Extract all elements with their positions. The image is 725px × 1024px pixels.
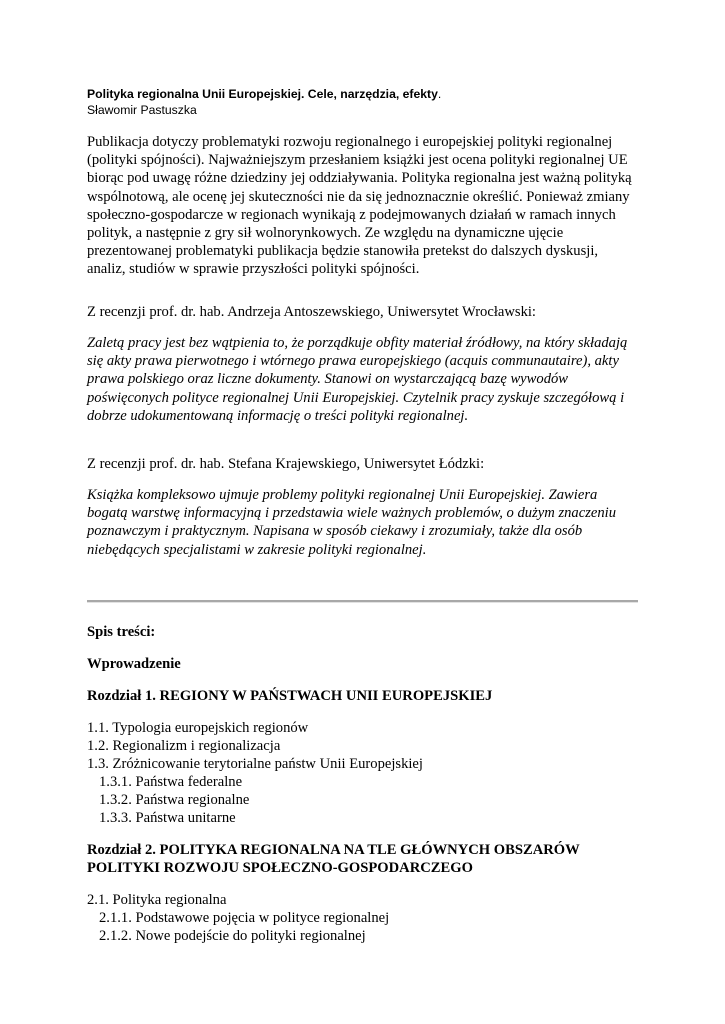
description-line: wspólnotową, ale ocenę jej skuteczności nie da się jednoznacznie określić. Ponieważ zmiany	[87, 188, 630, 205]
review-2-line: poznawczym i praktycznym. Napisana w sposób ciekawy i zrozumiały, także dla osób	[87, 523, 583, 540]
review-1-line: poświęconych polityce regionalnej Unii Europejskiej. Czytelnik pracy zyskuje szczegółową i	[87, 389, 625, 406]
description-line: prezentowanej problematyki publikacja będzie stanowiła pretekst do dalszych dyskusji,	[87, 243, 599, 260]
toc-subitem: 1.3.1. Państwa federalne	[99, 774, 243, 790]
review-1-line: się akty prawa pierwotnego i wtórnego prawa europejskiego (acquis communautaire), akty	[87, 353, 619, 370]
toc-chapter-1-title: Rozdział 1. REGIONY W PAŃSTWACH UNII EUROPEJSKIEJ	[87, 688, 493, 704]
toc-item: 1.1. Typologia europejskich regionów	[87, 720, 309, 736]
description-line: Publikacja dotyczy problematyki rozwoju regionalnego i europejskiej polityki regionalnej	[87, 134, 613, 150]
review-2-heading	[87, 455, 647, 473]
book-title	[87, 86, 441, 102]
description-line: (polityki spójności). Najważniejszym przesłaniem książki jest ocena polityki regionalnej UE	[87, 152, 628, 169]
toc-subitem: 1.3.3. Państwa unitarne	[99, 810, 236, 826]
review-2-line: bogatą warstwę informacyjną i przedstawia wiele ważnych problemów, o dużym znaczeniu	[87, 505, 616, 522]
review-2-quote	[87, 486, 647, 559]
description-line: analiz, studiów w sprawie przyszłości polityki spójności.	[87, 261, 420, 278]
toc-subitem: 1.3.2. Państwa regionalne	[99, 792, 250, 808]
toc-subitem: 2.1.2. Nowe podejście do polityki regionalnej	[99, 928, 366, 944]
description-line: biorąc pod uwagę różne dziedziny jej oddziaływania. Polityka regionalna jest ważną polityką	[87, 170, 632, 187]
book-title-text: Polityka regionalna Unii Europejskiej. Cele, narzędzia, efekty	[87, 87, 438, 101]
review-1-quote	[87, 334, 647, 425]
description-line: społeczno-gospodarcze w regionach wynikają z podejmowanych działań w ramach innych	[87, 206, 616, 223]
review-2-line: Książka kompleksowo ujmuje problemy polityki regionalnej Unii Europejskiej. Zawiera	[87, 487, 598, 503]
review-1-line: prawa polskiego oraz liczne dokumenty. Stanowi on wystarczającą bazę wywodów	[87, 371, 569, 388]
toc-introduction: Wprowadzenie	[87, 656, 181, 672]
toc-item: 2.1. Polityka regionalna	[87, 892, 227, 908]
section-divider	[87, 600, 638, 603]
toc-chapter-2-title-line-1: Rozdział 2. POLITYKA REGIONALNA NA TLE GŁÓWNYCH OBSZARÓW	[87, 842, 580, 858]
book-author: Sławomir Pastuszka	[87, 103, 197, 117]
book-title-dot: .	[437, 87, 442, 101]
toc-chapter-2-title-line-2: POLITYKI ROZWOJU SPOŁECZNO-GOSPODARCZEGO	[87, 860, 473, 876]
review-2-line: niebędących specjalistami w zakresie polityki regionalnej.	[87, 541, 427, 558]
toc-item: 1.3. Zróżnicowanie terytorialne państw Unii Europejskiej	[87, 756, 423, 772]
toc-title: Spis treści:	[87, 624, 156, 640]
review-1-heading-text: Z recenzji prof. dr. hab. Andrzeja Antoszewskiego, Uniwersytet Wrocławski:	[87, 304, 536, 320]
review-2-heading-text: Z recenzji prof. dr. hab. Stefana Krajewskiego, Uniwersytet Łódzki:	[87, 456, 485, 472]
book-description	[87, 133, 647, 279]
toc-subitem: 2.1.1. Podstawowe pojęcia w polityce regionalnej	[99, 910, 390, 926]
review-1-line: dobrze udokumentowaną informację o treści polityki regionalnej.	[87, 407, 469, 424]
description-line: polityk, a następnie z gry sił wolnorynkowych. Ze względu na dynamiczne ujęcie	[87, 225, 564, 242]
toc-item: 1.2. Regionalizm i regionalizacja	[87, 738, 281, 754]
review-1-heading	[87, 303, 647, 321]
review-1-line: Zaletą pracy jest bez wątpienia to, że porządkuje obfity materiał źródłowy, na który składają	[87, 335, 628, 351]
